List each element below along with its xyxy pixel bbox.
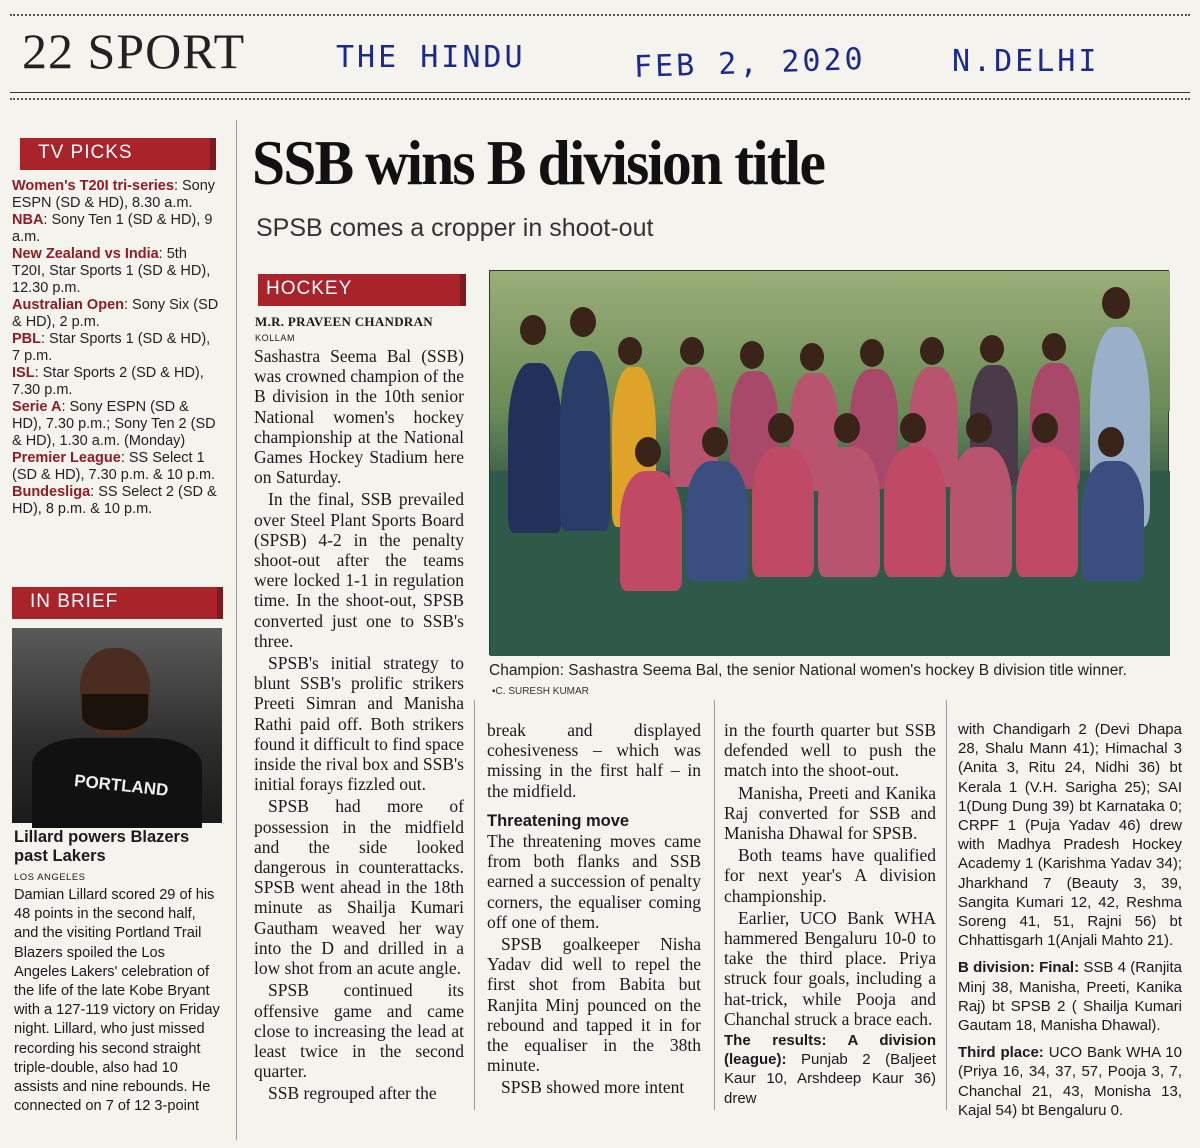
paragraph: Sashastra Seema Bal (SSB) was crowned champion of the B division in the 10th senior National women's hockey championship at the National Games Hockey Stadium here on Saturday. — [254, 346, 464, 488]
masthead-dotted-rule — [10, 98, 1190, 100]
in-brief-body: Damian Lillard scored 29 of his 48 points in the second half, and the visiting Portland Trail Blazers spoiled the Los Angeles Lakers' celebration of the life of the late Kobe Bryant with a 127-119 victory on Friday night. Lillard, who just missed recording his second straight triple-double, also had 10 assists and nine rebounds. He connected on 7 of 12 3-point — [14, 887, 220, 1115]
tv-pick-item: ISL: Star Sports 2 (SD & HD), 7.30 p.m. — [12, 365, 204, 398]
player-head — [920, 337, 944, 365]
photo-caption: Champion: Sashastra Seema Bal, the senior National women's hockey B division title winner. — [489, 662, 1127, 679]
section-tag-hockey: HOCKEY — [258, 274, 460, 306]
column-divider — [946, 700, 947, 1110]
results-b-division: B division: Final: SSB 4 (Ranjita Minj 38, Manisha, Preeti, Kanika Raj) bt SPSB 2 ( Shailja Kumari Gautam 18, Manisha Dhawal). — [958, 959, 1182, 1035]
results-third-place: Third place: UCO Bank WHA 10 (Priya 16, 34, 37, 57, Pooja 3, 7, Chanchal 21, 43, Monisha 13, Kajal 54) bt Bengaluru 0. — [958, 1044, 1182, 1119]
subhead: Threatening move — [487, 811, 630, 830]
sidebar-divider — [236, 120, 237, 1140]
player-figure — [620, 471, 682, 591]
paragraph: Both teams have qualified for next year's A division championship. — [724, 845, 936, 906]
player-figure — [560, 351, 610, 531]
player-head — [860, 339, 884, 367]
article-column-1 — [254, 346, 464, 1116]
player-head — [980, 335, 1004, 363]
paragraph: SPSB goalkeeper Nisha Yadav did well to repel the first shot from Babita but Ranjita Minj pounced on the rebound and tapped it in for the equaliser in the 38th minute. — [487, 934, 701, 1076]
jersey-text: PORTLAND — [73, 771, 170, 800]
column-divider — [474, 700, 475, 1110]
tv-picks-label: TV PICKS — [20, 138, 210, 170]
tv-pick-item: Women's T20I tri-series: Sony ESPN (SD & HD), 8.30 a.m. — [12, 178, 216, 211]
lillard-photo — [12, 628, 222, 823]
player-head — [702, 427, 728, 457]
tv-pick-item: New Zealand vs India: 5th T20I, Star Sports 1 (SD & HD), 12.30 p.m. — [12, 246, 211, 296]
player-head — [1032, 413, 1058, 443]
player-figure — [752, 447, 814, 577]
player-head — [834, 413, 860, 443]
tv-pick-item: Bundesliga: SS Select 2 (SD & HD), 8 p.m. & 10 p.m. — [12, 484, 217, 517]
player-head — [1042, 333, 1066, 361]
player-head — [740, 341, 764, 369]
tv-picks-list — [12, 178, 222, 518]
paragraph: SPSB showed more intent — [501, 1077, 685, 1098]
paragraph: break and displayed cohesiveness – which was missing in the first half – in the midfield. — [487, 720, 701, 801]
player-figure — [1082, 461, 1144, 581]
paragraph: In the final, SSB prevailed over Steel Plant Sports Board (SPSB) 4-2 in the penalty shoot-out after the teams were locked 1-1 in regulation time. In the shoot-out, SPSB converted just one to SSB's three. — [254, 489, 464, 651]
paragraph: in the fourth quarter but SSB defended well to push the match into the shoot-out. — [724, 720, 936, 781]
results-a-division-cont: with Chandigarh 2 (Devi Dhapa 28, Shalu Mann 41); Himachal 3 (Anita 3, Ritu 24, Nidhi 36) bt Kerala 1 (V.H. Sarigha 25); SAI 1(Dung Dung 39) bt Karnataka 0; CRPF 1 (Puja Yadav 46) drew with Madhya Pradesh Hockey Academy 1 (Karishma Yadav 34); Jharkhand 7 (Beauty 3, 39, Sangita Kumari 12, 42, Reshma Soreng 41, 51, Rajni 56) bt Chhattisgarh 1(Anjali Mahto 21). — [958, 721, 1182, 950]
results-a-division: The results: A division (league): Punjab 2 (Baljeet Kaur 10, Arshdeep Kaur 36) drew — [724, 1032, 936, 1107]
player-head — [768, 413, 794, 443]
handwritten-date: FEB 2, 2020 — [633, 41, 867, 86]
tv-pick-item: PBL: Star Sports 1 (SD & HD), 7 p.m. — [12, 331, 211, 364]
player-head — [800, 343, 824, 371]
article-column-3 — [724, 720, 936, 1110]
paragraph: Manisha, Preeti and Kanika Raj converted for SSB and Manisha Dhawal for SPSB. — [724, 782, 936, 844]
player-head — [570, 307, 596, 337]
photo-credit: ▪C. SURESH KUMAR — [492, 686, 589, 697]
column-divider — [714, 700, 715, 1110]
article-column-2 — [487, 720, 701, 1110]
player-head — [680, 337, 704, 365]
in-brief-headline: Lillard powers Blazers past Lakers — [14, 828, 190, 865]
player-figure — [884, 447, 946, 577]
player-figure — [1016, 447, 1078, 577]
player-figure — [508, 363, 562, 533]
article-deck: SPSB comes a cropper in shoot-out — [256, 214, 654, 242]
paragraph: SPSB's initial strategy to blunt SSB's prolific strikers Preeti Simran and Manisha Rathi paid off. Both strikers found it difficult to find space inside the rival box and SSB's initial forays fizzled out. — [254, 653, 464, 795]
player-head — [618, 337, 642, 365]
player-head — [520, 315, 546, 345]
dateline: KOLLAM — [255, 333, 296, 343]
paragraph: SPSB continued its offensive game and came close to increasing the lead at least twice in the second quarter. — [254, 980, 464, 1082]
beard-shape — [82, 694, 148, 730]
team-photo — [489, 270, 1169, 655]
article-headline: SSB wins B division title — [252, 127, 825, 198]
results-column — [958, 720, 1182, 1119]
in-brief-dateline: LOS ANGELES — [14, 872, 86, 883]
player-figure — [686, 461, 748, 581]
player-head — [1098, 427, 1124, 457]
player-head — [966, 413, 992, 443]
paragraph: Earlier, UCO Bank WHA hammered Bengaluru 10-0 to take the third place. Priya struck four goals, including a hat-trick, while Pooja and Chanchal struck a brace each. — [724, 907, 936, 1029]
paragraph: The threatening moves came from both flanks and SSB earned a succession of penalty corners, the equaliser coming off one of them. — [487, 831, 701, 932]
paragraph: SSB regrouped after the — [268, 1083, 437, 1104]
player-head — [1102, 287, 1130, 319]
top-dotted-rule — [10, 14, 1190, 16]
page-folio: 22 SPORT — [22, 23, 246, 79]
player-head — [635, 437, 661, 467]
handwritten-paper-name: THE HINDU — [336, 40, 526, 75]
tv-pick-item: Australian Open: Sony Six (SD & HD), 2 p.m. — [12, 297, 219, 330]
player-figure — [818, 447, 880, 577]
masthead-rule — [10, 92, 1190, 93]
handwritten-place: N.DELHI — [952, 44, 1100, 79]
player-figure — [950, 447, 1012, 577]
player-head — [900, 413, 926, 443]
in-brief-label: IN BRIEF — [12, 587, 217, 619]
byline: M.R. PRAVEEN CHANDRAN — [255, 314, 433, 329]
tv-pick-item: NBA: Sony Ten 1 (SD & HD), 9 a.m. — [12, 212, 213, 245]
tv-pick-item: Premier League: SS Select 1 (SD & HD), 7.30 p.m. & 10 p.m. — [12, 450, 216, 483]
paragraph: SPSB had more of possession in the midfield and the side looked dangerous in counterattacks. SPSB went ahead in the 18th minute as Shailja Kumari Gautham weaved her way into the D and drilled in a low shot from an acute angle. — [254, 796, 464, 979]
tv-pick-item: Serie A: Sony ESPN (SD & HD), 7.30 p.m.; Sony Ten 2 (SD & HD), 1.30 a.m. (Monday) — [12, 399, 216, 449]
